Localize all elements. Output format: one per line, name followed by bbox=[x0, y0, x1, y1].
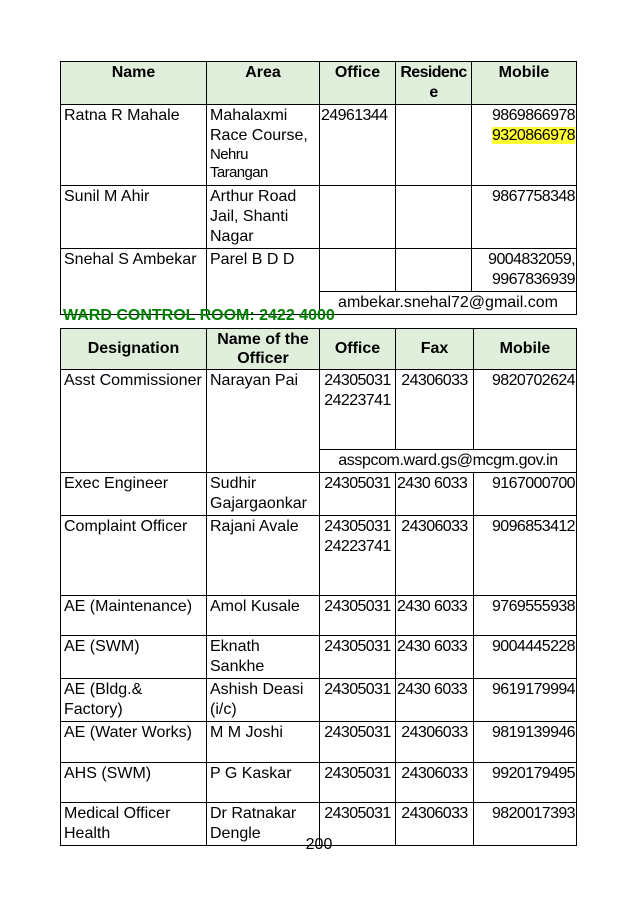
mobile-cell: 9769555938 bbox=[474, 596, 577, 636]
page-number: 200 bbox=[305, 836, 333, 853]
office-cell: 24305031 bbox=[320, 803, 396, 846]
table-row bbox=[61, 722, 577, 763]
designation-cell: Asst Commissioner bbox=[61, 370, 207, 473]
designation-cell: Complaint Officer bbox=[61, 516, 207, 596]
office-cell: 24305031 bbox=[320, 722, 396, 763]
office-cell: 24305031 bbox=[320, 636, 396, 679]
office-cell: 24305031 bbox=[320, 679, 396, 722]
area-line: Jail, Shanti bbox=[210, 208, 289, 225]
designation-cell: AE (Water Works) bbox=[61, 722, 207, 763]
name-cell: Ratna R Mahale bbox=[61, 105, 207, 186]
designation-cell: AE (SWM) bbox=[61, 636, 207, 679]
officer-cell: Dr Ratnakar Dengle bbox=[207, 803, 320, 846]
table-row bbox=[61, 596, 577, 636]
col-header-name: Name bbox=[61, 62, 207, 105]
area-line: Nagar bbox=[210, 228, 254, 245]
mobile-cell: 9004445228 bbox=[474, 636, 577, 679]
mobile-cell: 9096853412 bbox=[474, 516, 577, 596]
mobile-number: 9869866978 bbox=[492, 107, 575, 124]
col-header-office: Office bbox=[320, 329, 396, 370]
table-row bbox=[61, 516, 577, 596]
area-line: Arthur Road bbox=[210, 188, 297, 205]
email-cell: ambekar.snehal72@gmail.com bbox=[320, 292, 577, 315]
table-header-row bbox=[61, 62, 577, 105]
col-header-designation: Designation bbox=[61, 329, 207, 370]
fax-cell: 2430 6033 bbox=[396, 636, 474, 679]
office-cell: 24305031 bbox=[320, 596, 396, 636]
office-cell bbox=[320, 186, 396, 249]
officer-cell: Narayan Pai bbox=[207, 370, 320, 473]
ward-control-room-title: WARD CONTROL ROOM: 2422 4000 bbox=[63, 307, 335, 324]
office-number: 24223741 bbox=[324, 392, 391, 409]
area-cell bbox=[207, 105, 320, 186]
officers-table bbox=[60, 328, 577, 846]
officer-cell: Rajani Avale bbox=[207, 516, 320, 596]
office-cell bbox=[320, 249, 396, 292]
col-header-mobile: Mobile bbox=[472, 62, 577, 105]
table-row bbox=[61, 186, 577, 249]
mobile-cell: 9619179994 bbox=[474, 679, 577, 722]
mobile-number: 9004832059, bbox=[488, 251, 575, 268]
contacts-table bbox=[60, 61, 577, 315]
mobile-cell: 9819139946 bbox=[474, 722, 577, 763]
col-header-office: Office bbox=[320, 62, 396, 105]
office-cell: 24961344 bbox=[320, 105, 396, 186]
officer-cell: Ashish Deasi (i/c) bbox=[207, 679, 320, 722]
fax-cell: 2430 6033 bbox=[396, 596, 474, 636]
name-cell: Sunil M Ahir bbox=[61, 186, 207, 249]
office-cell: 24305031 bbox=[320, 763, 396, 803]
designation-cell: Medical Officer Health bbox=[61, 803, 207, 846]
table-row bbox=[61, 473, 577, 516]
area-line: Tarangan bbox=[210, 164, 268, 181]
residence-cell bbox=[396, 249, 472, 292]
office-number: 24305031 bbox=[324, 518, 391, 535]
residence-cell bbox=[396, 186, 472, 249]
designation-cell: AHS (SWM) bbox=[61, 763, 207, 803]
office-number: 24223741 bbox=[324, 538, 391, 555]
table-row bbox=[61, 636, 577, 679]
mobile-cell: 9820017393 bbox=[474, 803, 577, 846]
fax-cell: 24306033 bbox=[396, 370, 474, 450]
col-header-officer: Name of the Officer bbox=[207, 329, 320, 370]
officer-cell: Sudhir Gajargaonkar bbox=[207, 473, 320, 516]
officer-cell: Amol Kusale bbox=[207, 596, 320, 636]
highlighted-mobile-number: 9320866978 bbox=[492, 127, 575, 144]
col-header-area: Area bbox=[207, 62, 320, 105]
table-row bbox=[61, 370, 577, 450]
table-header-row bbox=[61, 329, 577, 370]
designation-cell: AE (Maintenance) bbox=[61, 596, 207, 636]
mobile-cell bbox=[472, 249, 577, 292]
fax-cell: 2430 6033 bbox=[396, 679, 474, 722]
area-line: Race Course, bbox=[210, 127, 308, 144]
office-number: 24305031 bbox=[324, 372, 391, 389]
name-cell: Snehal S Ambekar bbox=[61, 249, 207, 315]
area-line: Mahalaxmi bbox=[210, 107, 288, 124]
mobile-cell: 9820702624 bbox=[474, 370, 577, 450]
col-header-fax: Fax bbox=[396, 329, 474, 370]
mobile-cell: 9920179495 bbox=[474, 763, 577, 803]
table-row bbox=[61, 105, 577, 186]
table-row bbox=[61, 249, 577, 292]
mobile-cell bbox=[472, 105, 577, 186]
mobile-cell: 9167000700 bbox=[474, 473, 577, 516]
office-cell bbox=[320, 516, 396, 596]
office-cell: 24305031 bbox=[320, 473, 396, 516]
officer-cell: M M Joshi bbox=[207, 722, 320, 763]
area-cell bbox=[207, 186, 320, 249]
fax-cell: 2430 6033 bbox=[396, 473, 474, 516]
table-row bbox=[61, 679, 577, 722]
area-cell: Parel B D D bbox=[207, 249, 320, 315]
table-row bbox=[61, 763, 577, 803]
mobile-cell: 9867758348 bbox=[472, 186, 577, 249]
col-header-residence: Residence bbox=[396, 62, 472, 105]
col-header-mobile: Mobile bbox=[474, 329, 577, 370]
officer-cell: Eknath Sankhe bbox=[207, 636, 320, 679]
mobile-number: 9967836939 bbox=[492, 271, 575, 288]
designation-cell: AE (Bldg.& Factory) bbox=[61, 679, 207, 722]
area-line: Nehru bbox=[210, 146, 248, 163]
email-cell: asspcom.ward.gs@mcgm.gov.in bbox=[320, 450, 577, 473]
fax-cell: 24306033 bbox=[396, 763, 474, 803]
office-cell bbox=[320, 370, 396, 450]
fax-cell: 24306033 bbox=[396, 516, 474, 596]
fax-cell: 24306033 bbox=[396, 803, 474, 846]
fax-cell: 24306033 bbox=[396, 722, 474, 763]
designation-cell: Exec Engineer bbox=[61, 473, 207, 516]
officer-cell: P G Kaskar bbox=[207, 763, 320, 803]
residence-cell bbox=[396, 105, 472, 186]
